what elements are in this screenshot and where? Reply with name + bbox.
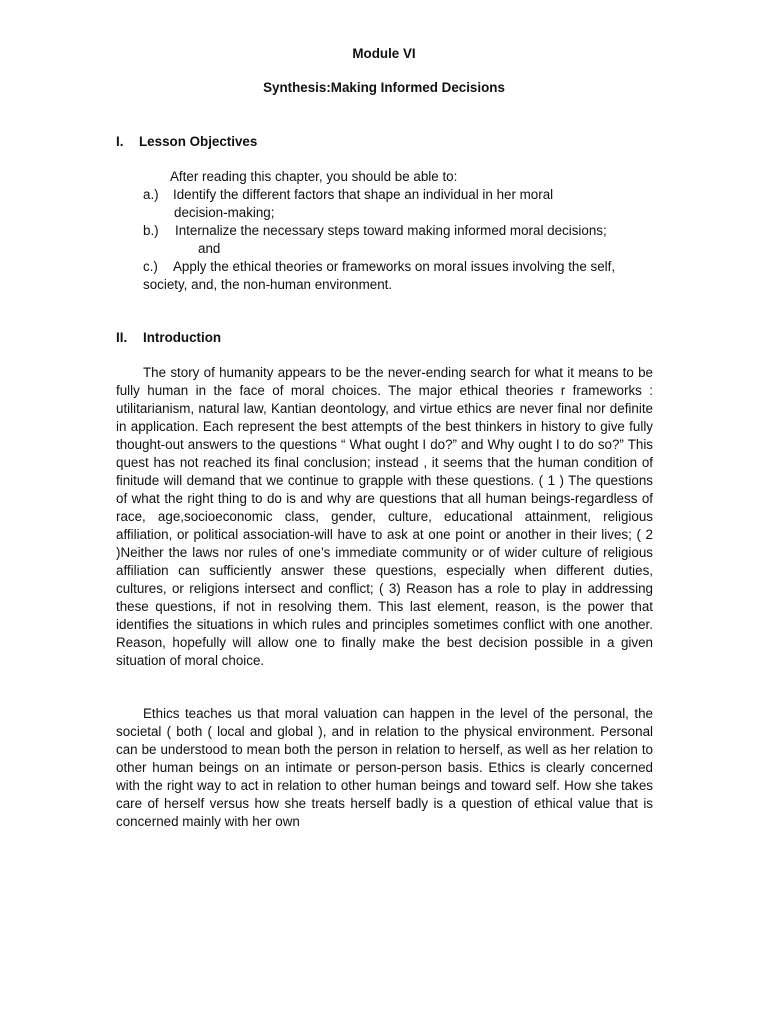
objective-a-marker: a.) <box>143 187 159 202</box>
module-title: Module VI <box>352 46 416 61</box>
objective-b-marker: b.) <box>143 223 159 238</box>
objective-a-line2: decision-making; <box>174 205 275 220</box>
objective-c-line2: society, and, the non-human environment. <box>143 277 393 292</box>
objective-a-line1: Identify the different factors that shape an individual in her moral <box>173 187 554 202</box>
objective-b-line1: Internalize the necessary steps toward making informed moral decisions; <box>175 223 607 238</box>
intro-paragraph-1: The story of humanity appears to be the never-ending search for what it means to be fully human in the face of moral choices. The major ethical theories r frameworks : utilitarianism, natural law, Kantian deontology, and virtue ethics are never final nor definite in application. Each represent the best attempts of the best thinkers in history to give fully thought-out answers to the questions “ What ought I do?” and Why ought I to do so?” This quest has not reached its final conclusion; instead , it seems that the human condition of finitude will demand that we continue to grapple with these questions. ( 1 ) The questions of what the right thing to do is and why are questions that all human beings-regardless of race, age,socioeconomic class, gender, culture, educational attainment, religious affiliation, or political association-will have to ask at one point or another in their lives; ( 2 )Neither the laws nor rules of one’s immediate community or of wider culture of religious affiliation can sufficiently answer these questions, especially when different duties, cultures, or religions intersect and conflict; ( 3) Reason has a role to play in addressing these questions, if not in resolving them. This last element, reason, is the power that identifies the situations in which rules and principles sometimes conflict with one another. Reason, hopefully will allow one to finally make the best decision possible in a given situation of moral choice. <box>116 365 653 668</box>
intro-paragraph-2: Ethics teaches us that moral valuation can happen in the level of the personal, the societal ( both ( local and global ), and in relation to the physical environment. Personal can be understood to mean both the person in relation to herself, as well as her relation to other human beings on an intimate or person-person basis. Ethics is clearly concerned with the right way to act in relation to other human beings and toward self. How she takes care of herself versus how she treats herself badly is a question of ethical value that is concerned mainly with her own <box>116 706 653 829</box>
objectives-intro: After reading this chapter, you should be able to: <box>170 169 458 184</box>
section-1-heading: Lesson Objectives <box>139 134 258 149</box>
objective-c-marker: c.) <box>143 259 158 274</box>
section-1-numeral: I. <box>116 134 124 149</box>
section-2-heading: Introduction <box>143 330 222 345</box>
module-subtitle: Synthesis:Making Informed Decisions <box>263 80 505 95</box>
objective-c-line1: Apply the ethical theories or frameworks on moral issues involving the self, <box>173 259 616 274</box>
section-2-numeral: II. <box>116 330 128 345</box>
objective-b-line2: and <box>198 241 221 256</box>
